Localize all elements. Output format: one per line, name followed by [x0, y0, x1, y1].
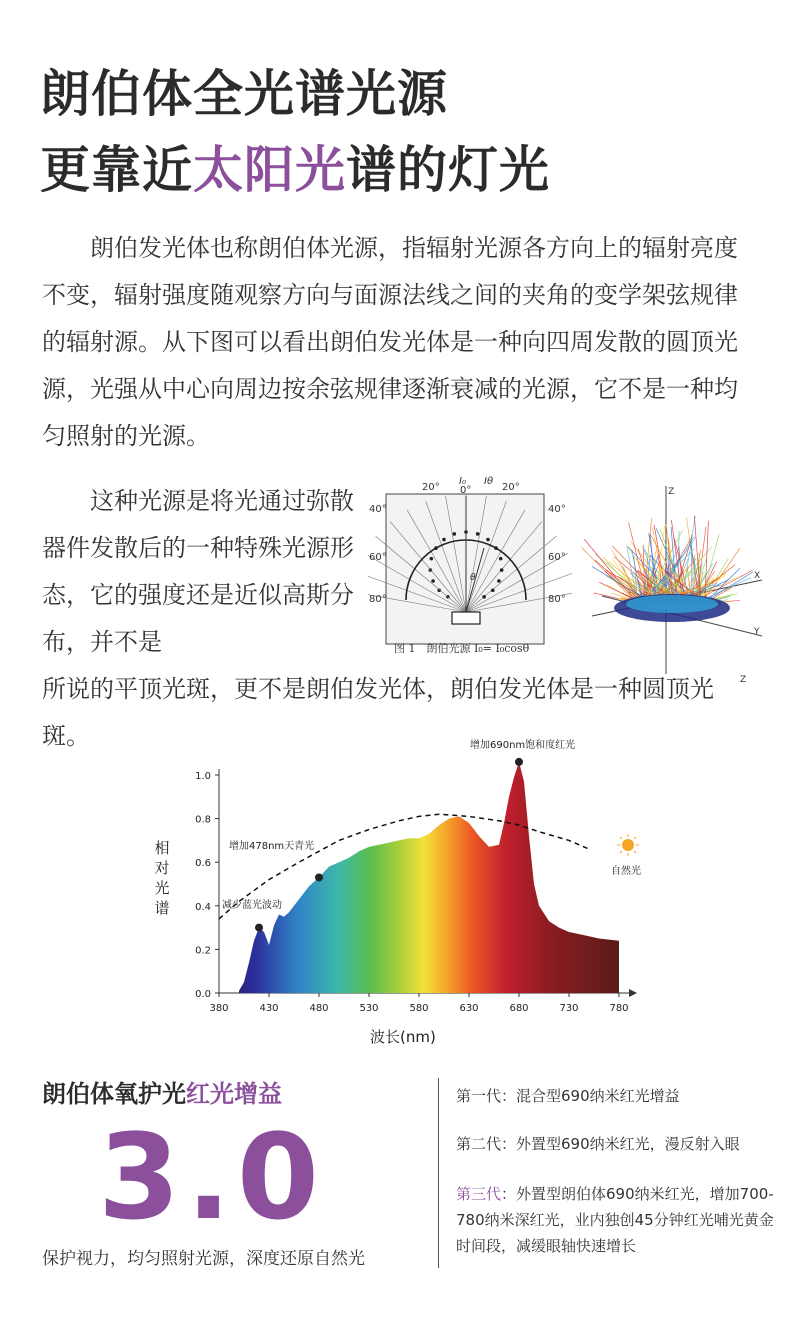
ray-arrow	[486, 538, 490, 542]
headline-line-2	[40, 140, 550, 200]
x-tick-label: 680	[509, 1003, 529, 1014]
angle-label-60-right: 60°	[548, 552, 566, 563]
radiation-burst	[582, 516, 753, 604]
annotation-reduce-blue: 减少蓝光波动	[222, 900, 282, 911]
chart-y-label: 相对光谱	[154, 839, 170, 917]
ray-arrow	[500, 568, 504, 572]
ray-arrow	[453, 532, 457, 536]
x-tick-label: 730	[559, 1003, 579, 1014]
red-gain-subtitle: 保护视力，均匀照射光源，深度还原自然光	[42, 1249, 365, 1269]
angle-label-20-right: 20°	[502, 482, 520, 493]
label-theta: θ	[470, 573, 476, 583]
series-layer	[219, 762, 619, 993]
label-itheta: Iθ	[484, 476, 494, 487]
red-gain-title	[42, 1074, 282, 1109]
y-tick-label: 0.6	[195, 858, 211, 870]
emitter-disc-inner	[626, 595, 718, 613]
highlight-marker	[255, 924, 263, 932]
generation-2	[456, 1131, 776, 1157]
ray-arrow	[482, 595, 486, 599]
spectrum-chart	[150, 735, 660, 1053]
axis-label-y: Y	[754, 627, 760, 637]
ray-arrow	[442, 538, 446, 542]
lambert-3d-radiation-figure	[572, 476, 772, 686]
angle-label-80-left: 80°	[369, 594, 387, 605]
headline-part-a: 更靠近	[40, 141, 193, 199]
angle-label-80-right: 80°	[548, 594, 566, 605]
y-axis	[195, 769, 219, 1000]
red-gain-title-a: 朗伯体氧护光	[42, 1080, 186, 1108]
label-i0: I₀	[459, 476, 466, 487]
gain-number: 3.0	[98, 1108, 326, 1246]
light-source-box	[452, 612, 480, 624]
x-tick-label: 530	[359, 1003, 379, 1014]
spectrum-area	[239, 762, 619, 993]
headline-line-1: 朗伯体全光谱光源	[40, 65, 448, 123]
ray-arrow	[430, 557, 434, 561]
y-tick-label: 0.2	[195, 945, 211, 957]
ray-arrow	[491, 588, 495, 592]
angle-label-60-left: 60°	[369, 552, 387, 563]
x-tick-label: 580	[409, 1003, 429, 1014]
x-axis-arrow	[629, 989, 637, 997]
diffuser-paragraph-continued: 所说的平顶光斑，更不是朗伯发光体，朗伯发光体是一种圆顶光斑。	[42, 675, 714, 750]
ray-arrow	[499, 557, 503, 561]
x-tick-label: 630	[459, 1003, 479, 1014]
y-tick-label: 1.0	[195, 771, 211, 782]
generation-1-label: 第一代	[456, 1087, 502, 1105]
x-tick-label: 380	[209, 1003, 229, 1014]
red-gain-title-b: 红光增益	[186, 1080, 282, 1108]
x-tick-label: 780	[609, 1003, 629, 1014]
angle-label-40-right: 40°	[548, 504, 566, 515]
generation-1-text: ：混合型690纳米红光增益	[501, 1087, 680, 1105]
y-tick-label: 0.4	[195, 901, 211, 913]
ray-arrow	[431, 579, 435, 583]
intro-paragraph: 朗伯发光体也称朗伯体光源，指辐射光源各方向上的辐射亮度不变，辐射强度随观察方向与面源法线之间的夹角的变学架弦规律的辐射源。从下图可以看出朗伯发光体是一种向四周发散的圆顶光源，光强从中心向周边按余弦规律逐渐衰减的光源，它不是一种均匀照射的光源。	[42, 234, 738, 450]
annotation-red-boost: 增加690nm饱和度红光	[470, 740, 576, 751]
headline-accent: 太阳光	[193, 141, 346, 199]
sun-icon	[617, 834, 639, 856]
generation-2-text: ：外置型690纳米红光，漫反射入眼	[501, 1135, 740, 1153]
headline-part-c: 谱的灯光	[346, 141, 550, 199]
x-tick-label: 430	[259, 1003, 279, 1014]
generation-3-label: 第三代	[456, 1185, 502, 1203]
sun-label: 自然光	[611, 866, 641, 877]
section-divider	[438, 1078, 439, 1268]
axis-label-z-bottom: Z	[740, 675, 747, 685]
lambert-polar-figure	[368, 474, 572, 660]
generation-2-label: 第二代	[456, 1135, 502, 1153]
angle-label-40-left: 40°	[369, 504, 387, 515]
ray-arrow	[476, 532, 480, 536]
generation-3	[456, 1181, 776, 1259]
annotation-cyan-boost: 增加478nm天青光	[229, 841, 315, 852]
burst-ray	[582, 547, 638, 604]
y-tick-label: 0.8	[195, 814, 211, 826]
axis-label-x: X	[754, 571, 761, 581]
burst-ray	[629, 523, 649, 604]
generation-3-text: ：外置型朗伯体690纳米红光，增加700-780纳米深红光，业内独创45分钟红光哺光黄金时间段，减缓眼轴快速增长	[456, 1185, 774, 1255]
diffuser-paragraph: 这种光源是将光通过弥散器件发散后的一种特殊光源形态，它的强度还是近似高斯分布，并不是	[42, 487, 354, 656]
generation-1	[456, 1083, 776, 1109]
chart-x-label: 波长(nm)	[370, 1028, 436, 1046]
lambert-figure-caption: 图 1 朗伯光源 I₀= I₀cosθ	[394, 642, 530, 655]
y-tick-label: 0.0	[195, 989, 211, 1000]
ray-arrow	[497, 579, 501, 583]
angle-label-0: 0°	[460, 485, 472, 496]
axis-label-z-top: Z	[668, 487, 675, 497]
highlight-marker	[515, 758, 523, 766]
angle-label-20-left: 20°	[422, 482, 440, 493]
x-tick-label: 480	[309, 1003, 329, 1014]
highlight-marker	[315, 873, 323, 881]
